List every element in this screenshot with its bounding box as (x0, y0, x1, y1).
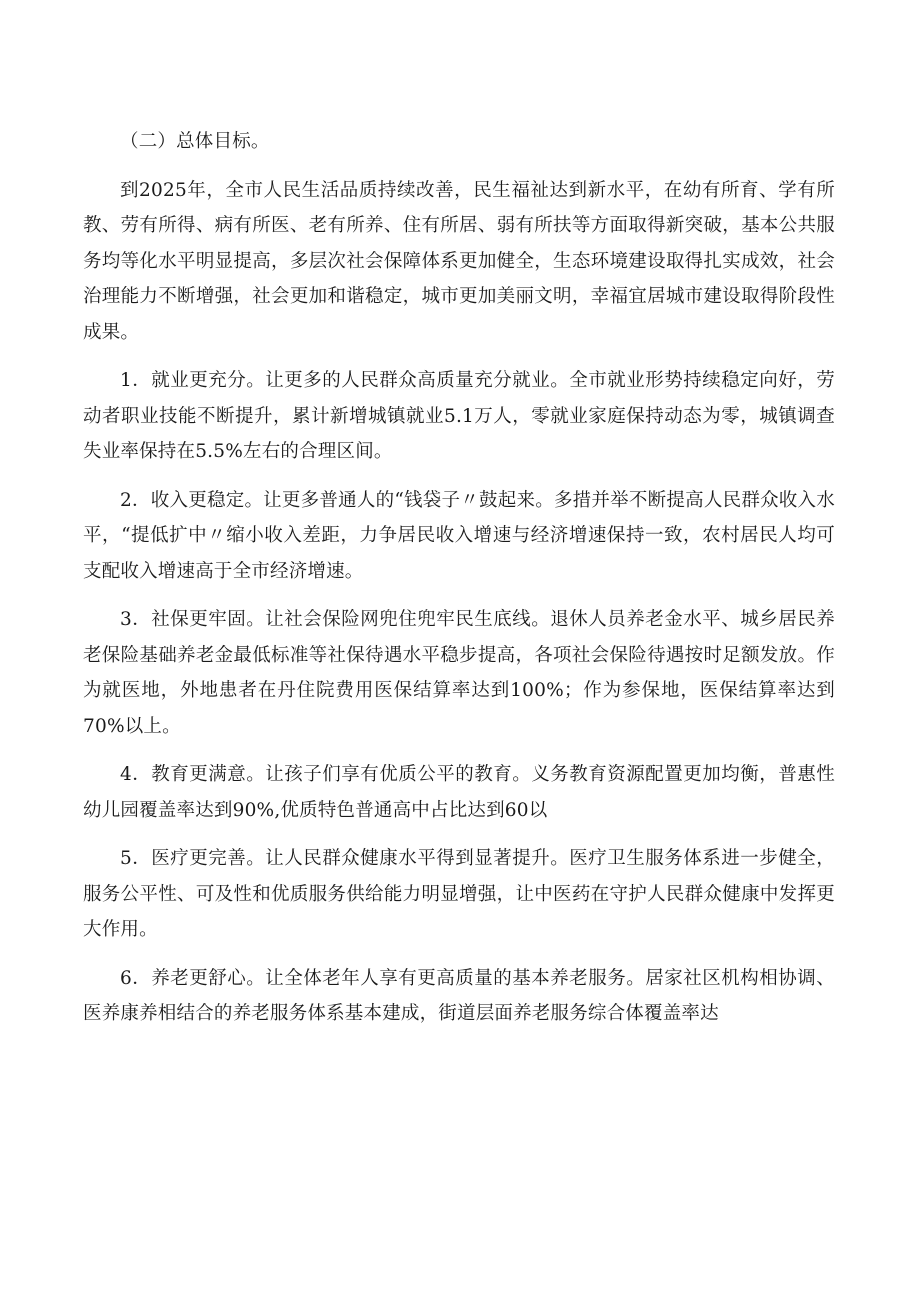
paragraph-education: 4．教育更满意。让孩子们享有优质公平的教育。义务教育资源配置更加均衡，普惠性幼儿园覆盖率达到90%,优质特色普通高中占比达到60以 (83, 764, 835, 821)
paragraph-overall-goal: 到2025年，全市人民生活品质持续改善，民生福祉达到新水平，在幼有所育、学有所教、劳有所得、病有所医、老有所养、住有所居、弱有所扶等方面取得新突破，基本公共服务均等化水平明显提高，多层次社会保障体系更加健全，生态环境建设取得扎实成效，社会治理能力不断增强，社会更加和谐稳定，城市更加美丽文明，幸福宜居城市建设取得阶段性成果。 (83, 179, 835, 343)
paragraph-employment: 1．就业更充分。让更多的人民群众高质量充分就业。全市就业形势持续稳定向好，劳动者职业技能不断提升，累计新增城镇就业5.1万人，零就业家庭保持动态为零，城镇调查失业率保持在5.5%左右的合理区间。 (83, 370, 835, 462)
section-heading: （二）总体目标。 (120, 131, 270, 152)
paragraph-medical: 5．医疗更完善。让人民群众健康水平得到显著提升。医疗卫生服务体系进一步健全，服务公平性、可及性和优质服务供给能力明显增强，让中医药在守护人民群众健康中发挥更大作用。 (83, 848, 835, 940)
paragraph-elderly-care: 6．养老更舒心。让全体老年人享有更高质量的基本养老服务。居家社区机构相协调、医养康养相结合的养老服务体系基本建成，街道层面养老服务综合体覆盖率达 (83, 967, 835, 1024)
paragraph-income: 2．收入更稳定。让更多普通人的“钱袋子〃鼓起来。多措并举不断提高人民群众收入水平，“提低扩中〃缩小收入差距，力争居民收入增速与经济增速保持一致，农村居民人均可支配收入增速高于全市经济增速。 (83, 489, 835, 582)
paragraph-social-security: 3．社保更牢固。让社会保险网兜住兜牢民生底线。退休人员养老金水平、城乡居民养老保险基础养老金最低标准等社保待遇水平稳步提高，各项社会保险待遇按时足额发放。作为就医地，外地患者在丹住院费用医保结算率达到100%；作为参保地，医保结算率达到70%以上。 (83, 609, 835, 737)
document-body (83, 124, 835, 1045)
